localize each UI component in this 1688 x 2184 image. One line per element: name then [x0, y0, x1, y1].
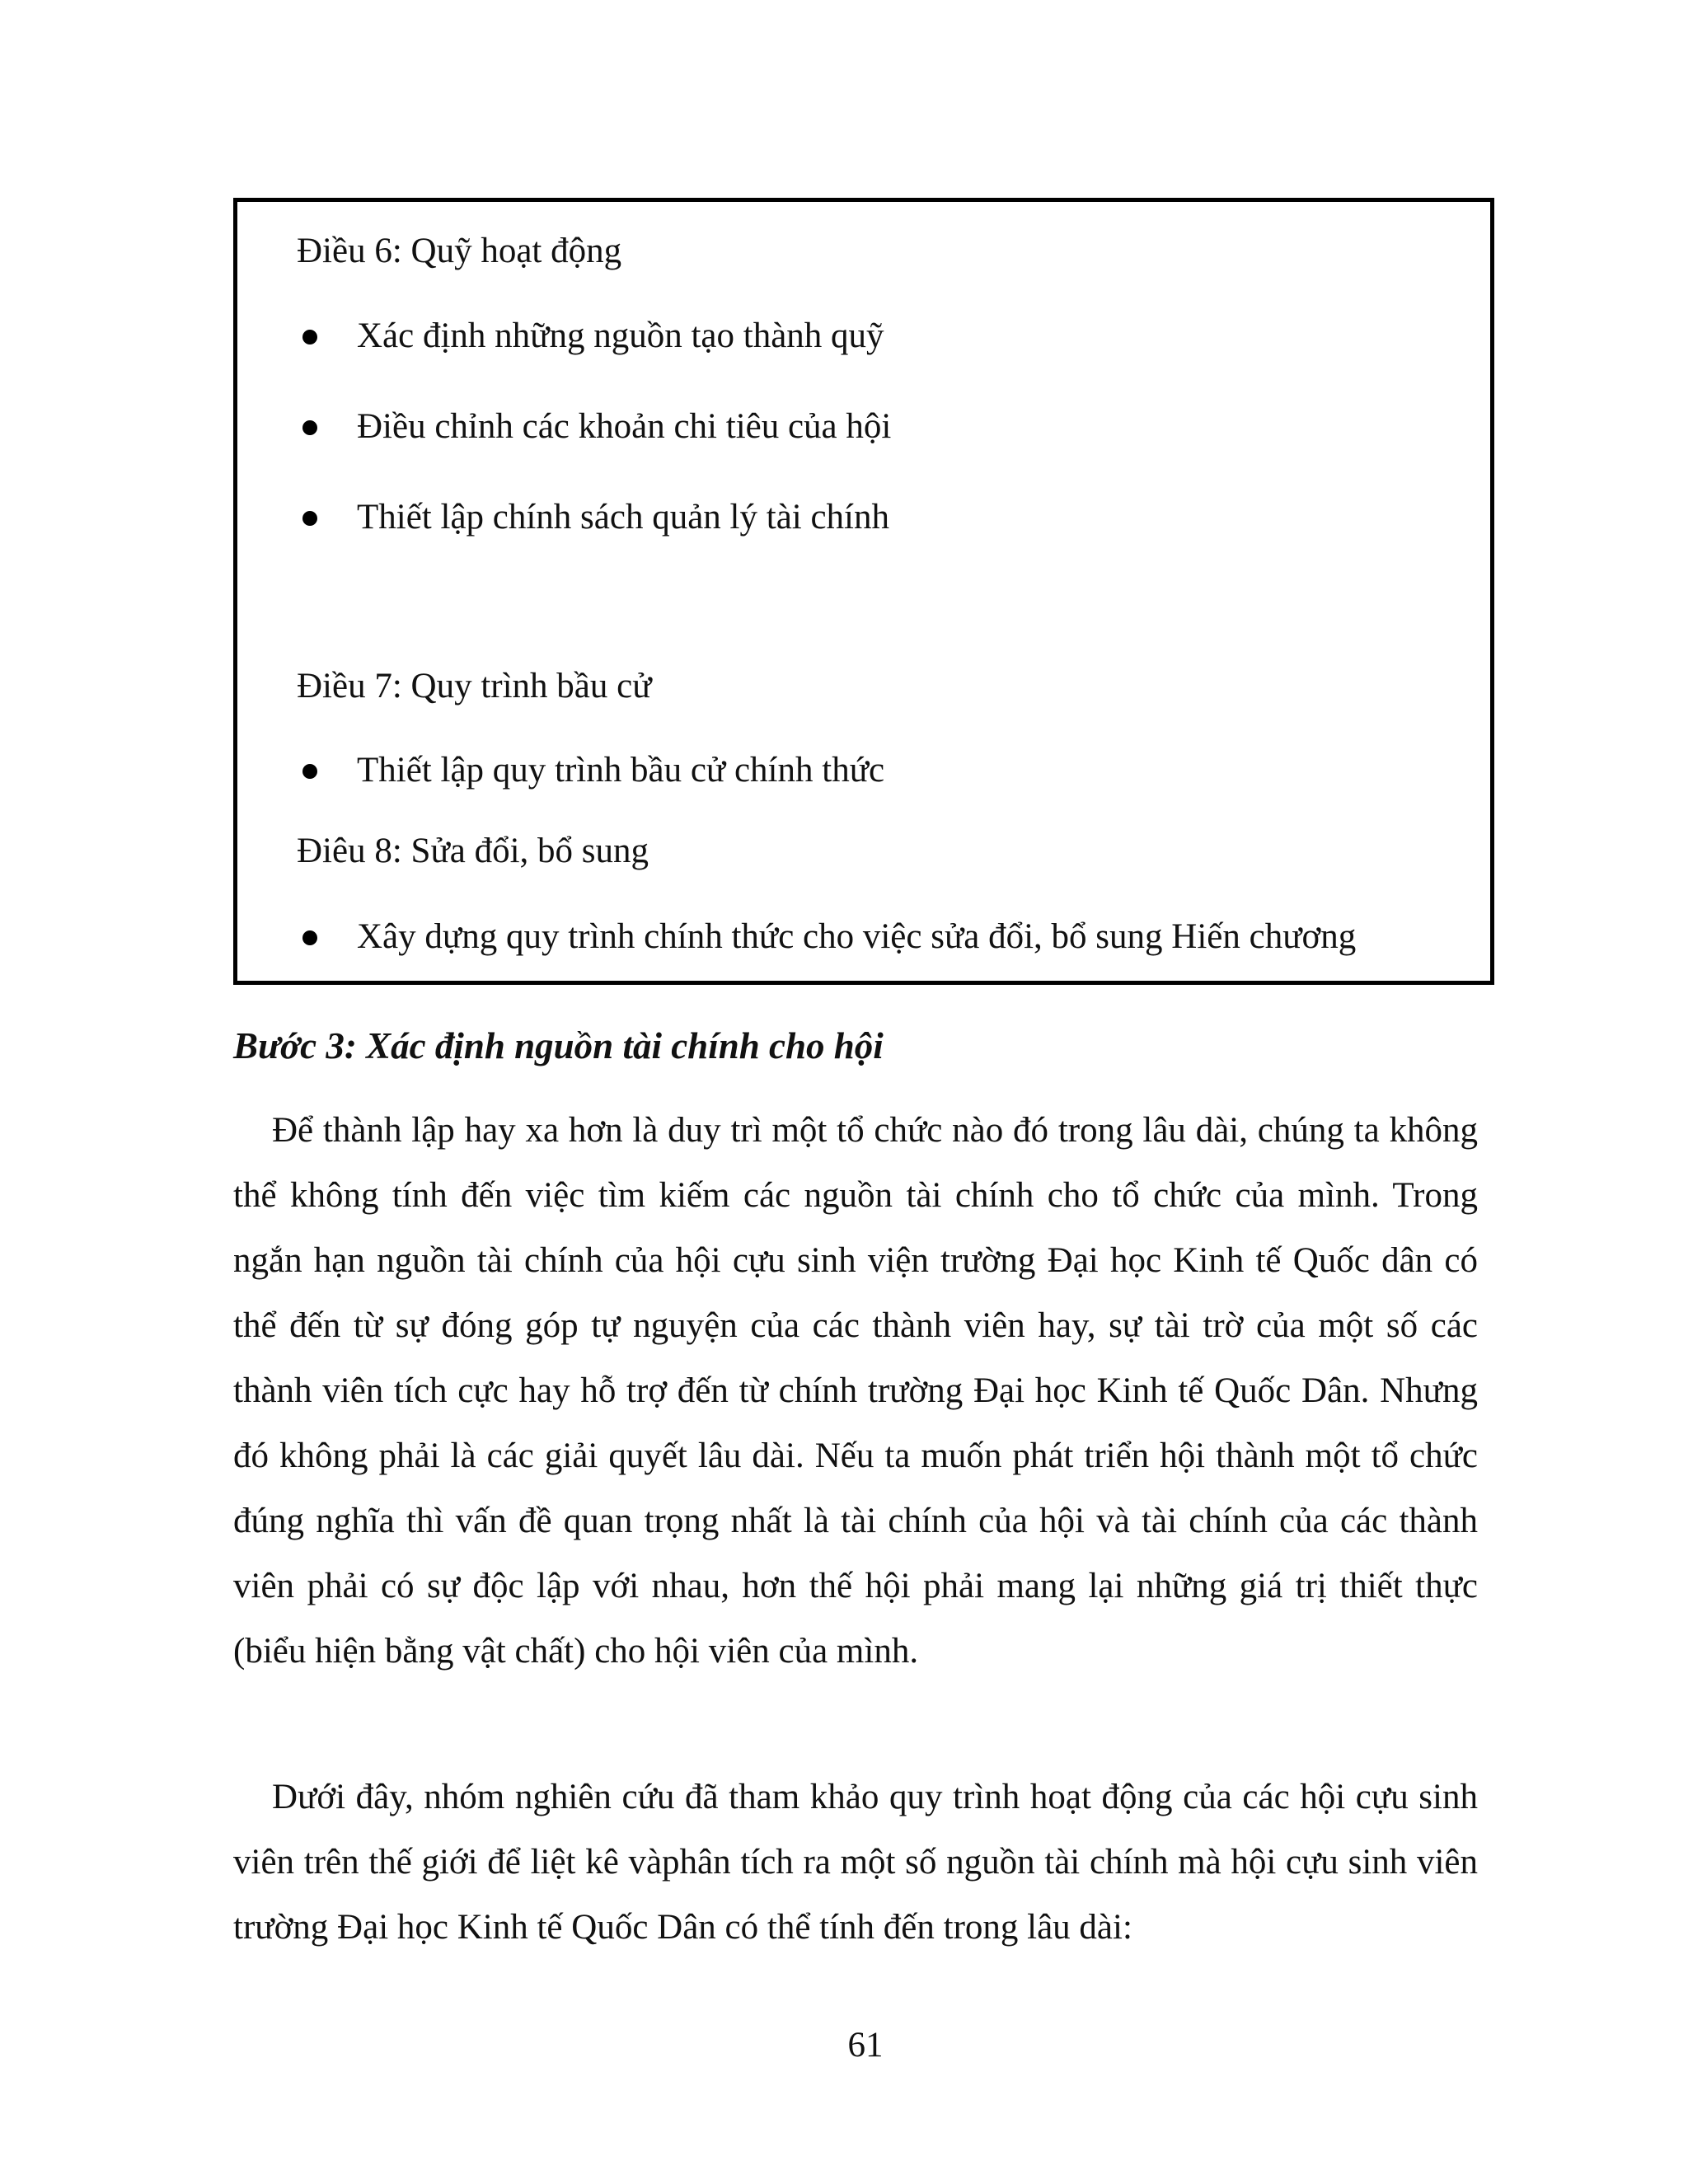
bullet-icon — [302, 420, 317, 435]
bullet-text: Thiết lập chính sách quản lý tài chính — [357, 498, 890, 537]
article-6-heading: Điều 6: Quỹ hoạt động — [297, 232, 622, 270]
article-6-bullet — [357, 497, 889, 538]
bullet-text: Điều chỉnh các khoản chi tiêu của hội — [357, 407, 892, 446]
article-6-bullet — [357, 316, 884, 357]
article-8-heading: Điêu 8: Sửa đổi, bổ sung — [297, 832, 649, 870]
bullet-text: Xây dựng quy trình chính thức cho việc sửa đổi, bổ sung Hiến chương — [357, 917, 1357, 956]
bullet-icon — [302, 511, 317, 526]
bullet-icon — [302, 930, 317, 945]
page-number: 61 — [847, 2026, 884, 2064]
bullet-text: Xác định những nguồn tạo thành quỹ — [357, 316, 884, 355]
charter-articles-box — [233, 198, 1494, 985]
article-7-bullet — [357, 750, 884, 791]
bullet-text: Thiết lập quy trình bầu cử chính thức — [357, 751, 885, 790]
article-8-bullet — [357, 916, 1356, 958]
step-3-paragraph-1: Để thành lập hay xa hơn là duy trì một tổ chức nào đó trong lâu dài, chúng ta không thể không tính đến việc tìm kiếm các nguồn tài chính cho tổ chức của mình. Trong ngắn hạn nguồn tài chính của hội cựu sinh viện trường Đại học Kinh tế Quốc dân có thể đến từ sự đóng góp tự nguyện của các thành viên hay, sự tài trờ của một số các thành viên tích cực hay hỗ trợ đến từ chính trường Đại học Kinh tế Quốc Dân. Nhưng đó không phải là các giải quyết lâu dài. Nếu ta muốn phát triển hội thành một tổ chức đúng nghĩa thì vấn đề quan trọng nhất là tài chính của hội và tài chính của các thành viên phải có sự độc lập với nhau, hơn thế hội phải mang lại những giá trị thiết thực (biểu hiện bằng vật chất) cho hội viên của mình. — [233, 1111, 1478, 1671]
bullet-icon — [302, 764, 317, 779]
step-3-paragraph-2: Dưới đây, nhóm nghiên cứu đã tham khảo quy trình hoạt động của các hội cựu sinh viên trên thế giới để liệt kê vàphân tích ra một số nguồn tài chính mà hội cựu sinh viên trường Đại học Kinh tế Quốc Dân có thể tính đến trong lâu dài: — [233, 1778, 1478, 1947]
article-7-heading: Điều 7: Quy trình bầu cử — [297, 667, 652, 705]
bullet-icon — [302, 330, 317, 344]
article-6-bullet — [357, 406, 891, 448]
step-3-title: Bước 3: Xác định nguồn tài chính cho hội — [233, 1025, 884, 1066]
